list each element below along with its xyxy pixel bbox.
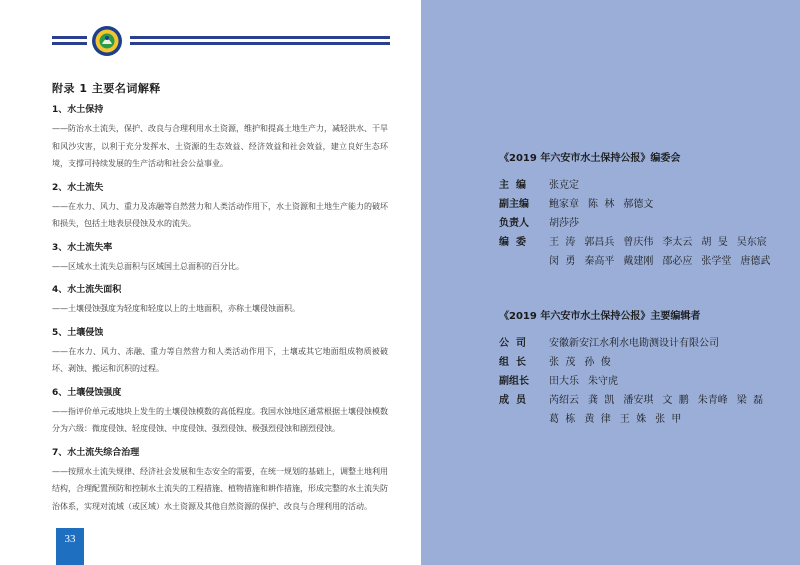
- person-name: 朱守虎: [588, 376, 618, 387]
- term-title: 1、水土保持: [52, 105, 104, 115]
- person-name: 郭昌兵: [584, 237, 615, 248]
- shield-emblem-logo-icon: [90, 25, 124, 57]
- term-definition: ——土壤侵蚀强度为轻度和轻度以上的土地面积，亦称土壤侵蚀面积。: [52, 304, 300, 313]
- appendix-title: 附录 1 主要名词解释: [52, 82, 161, 95]
- term-item: [52, 181, 388, 233]
- editors-section: [499, 310, 789, 429]
- term-item: [52, 283, 388, 318]
- role-label: 公 司: [499, 338, 526, 349]
- names-list: [549, 176, 789, 195]
- credit-row: [499, 233, 789, 271]
- role-label: 负责人: [499, 218, 529, 229]
- names-list: [549, 391, 789, 429]
- person-name: 吴东宸: [736, 237, 767, 248]
- person-name: 唐德武: [740, 256, 771, 267]
- role-label: 副组长: [499, 376, 529, 387]
- term-definition: ——区域水土流失总面积与区域国土总面积的百分比。: [52, 261, 244, 271]
- header-rule-right: [130, 33, 390, 49]
- role-label: 组 长: [499, 357, 526, 368]
- person-name: 黄 律: [584, 414, 611, 425]
- committee-title: 《2019 年六安市水土保持公报》编委会: [499, 153, 681, 164]
- person-name: 葛 栋: [549, 414, 576, 425]
- credit-row: [499, 391, 789, 429]
- editors-title: 《2019 年六安市水土保持公报》主要编辑者: [499, 311, 701, 322]
- person-name: 戴建刚: [623, 256, 654, 267]
- role-label: 主 编: [499, 180, 526, 191]
- credit-row: [499, 372, 789, 391]
- person-name: 胡 旻: [701, 237, 728, 248]
- person-name: 潘安琪: [623, 395, 654, 406]
- term-item: [52, 386, 388, 438]
- term-title: 5、土壤侵蚀: [52, 327, 104, 338]
- person-name: 田大乐: [549, 376, 579, 387]
- person-name: 王 涛: [549, 237, 576, 248]
- person-name: 孙 俊: [584, 357, 611, 368]
- person-name: 陈 林: [588, 199, 615, 210]
- term-definition: ——在水力、风力、冻融、重力等自然营力和人类活动作用下，土壤或其它地面组成物质被破坏、剥蚀、搬运和沉积的过程。: [52, 346, 388, 373]
- role-label: 编 委: [499, 237, 526, 248]
- person-name: 张克定: [549, 180, 579, 191]
- person-name: 秦高平: [584, 256, 615, 267]
- term-item: [52, 103, 388, 173]
- header-rule-left: [52, 33, 87, 49]
- term-item: [52, 241, 388, 276]
- credit-row: [499, 334, 789, 353]
- person-name: 邵必应: [662, 256, 693, 267]
- person-name: 李太云: [662, 237, 693, 248]
- names-list: [549, 353, 789, 372]
- term-title: 6、土壤侵蚀强度: [52, 387, 122, 398]
- credit-row: [499, 176, 789, 195]
- committee-section: [499, 152, 789, 271]
- term-item: [52, 326, 388, 378]
- person-name: 王 姝: [619, 414, 647, 425]
- credit-row: [499, 214, 789, 233]
- role-label: 成 员: [499, 395, 526, 406]
- credit-row: [499, 353, 789, 372]
- role-label: 副主编: [499, 199, 529, 210]
- person-name: 胡莎莎: [549, 218, 579, 229]
- person-name: 闵 勇: [549, 256, 576, 267]
- term-title: 2、水土流失: [52, 182, 104, 193]
- person-name: 梁 磊: [736, 395, 764, 406]
- person-name: 张 甲: [655, 414, 682, 425]
- term-definition: ——防治水土流失，保护、改良与合理利用水土资源，维护和提高土地生产力，减轻洪水、干旱和风沙灾害，以利于充分发挥水、土资源的生态效益、经济效益和社会效益，建立良好生态环境，支撑可持续发展的生产活动和社会公益事业。: [52, 124, 388, 168]
- names-list: [549, 372, 789, 391]
- person-name: 郝德文: [623, 199, 654, 210]
- right-page: [421, 0, 800, 565]
- credit-row: [499, 195, 789, 214]
- term-item: [52, 446, 388, 516]
- company-name: 安徽新安江水利水电勘测设计有限公司: [549, 338, 719, 349]
- names-list: [549, 195, 789, 214]
- person-name: 龚 凯: [588, 395, 615, 406]
- page-number: 33: [64, 533, 76, 545]
- person-name: 文 鹏: [662, 395, 689, 406]
- term-title: 3、水土流失率: [52, 242, 113, 253]
- term-definition: ——指评价单元或地块上发生的土壤侵蚀模数的高低程度。我国水蚀地区通常根据土壤侵蚀模数分为六级：微度侵蚀、轻度侵蚀、中度侵蚀、强烈侵蚀、极强烈侵蚀和剧烈侵蚀。: [52, 406, 388, 433]
- person-name: 张学堂: [701, 256, 732, 267]
- person-name: 芮绍云: [549, 395, 579, 406]
- person-name: 张 茂: [549, 357, 576, 368]
- term-title: 7、水土流失综合治理: [52, 447, 140, 458]
- term-title: 4、水土流失面积: [52, 285, 122, 295]
- glossary-content: [52, 80, 388, 523]
- person-name: 鲍家章: [549, 199, 579, 210]
- names-list: [549, 233, 789, 271]
- person-name: 曾庆伟: [623, 237, 654, 248]
- term-definition: ——在水力、风力、重力及冻融等自然营力和人类活动作用下，水土资源和土地生产能力的破坏和损失，包括土地表层侵蚀及水的流失。: [52, 201, 388, 228]
- term-definition: ——按照水土流失规律、经济社会发展和生态安全的需要，在统一规划的基础上，调整土地利用结构，合理配置预防和控制水土流失的工程措施、植物措施和耕作措施，形成完整的水土流失防治体系，实现对流域（或区域）水土资源及其他自然资源的保护、改良与合理利用的活动。: [52, 466, 388, 511]
- names-list: [549, 214, 789, 233]
- person-name: 朱青峰: [697, 395, 728, 406]
